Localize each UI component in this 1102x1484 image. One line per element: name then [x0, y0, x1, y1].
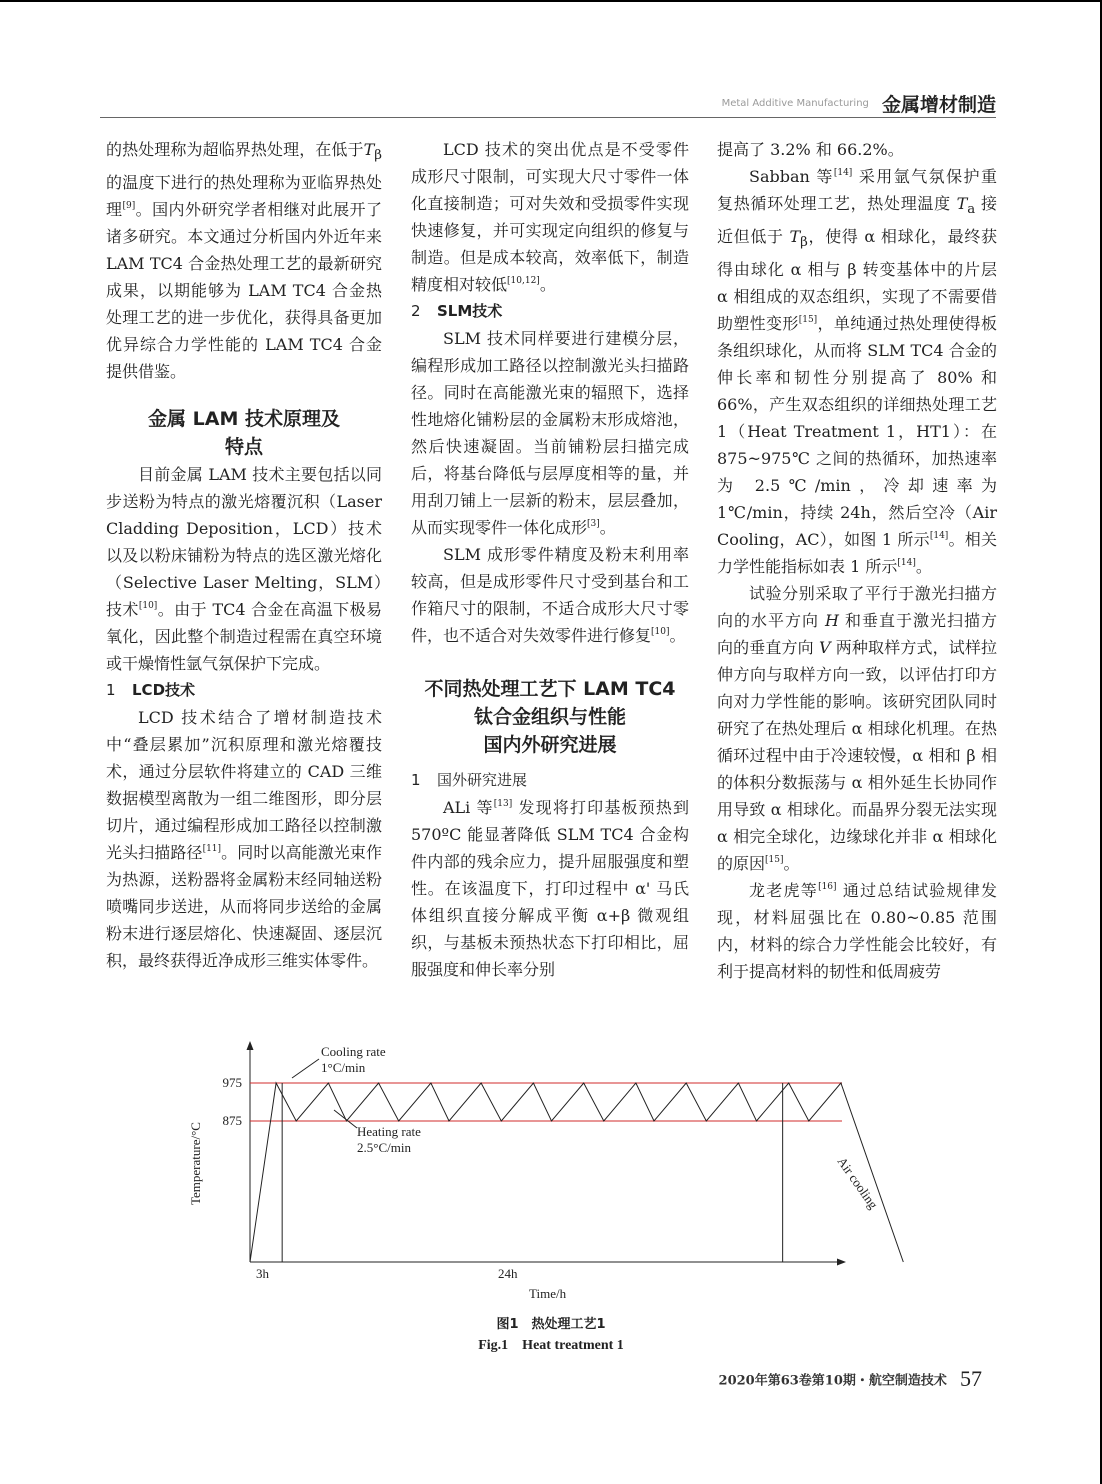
heat-treatment-chart — [180, 1040, 882, 1310]
section-title-lam: 金属 LAM 技术原理及 特点 — [148, 408, 340, 459]
citation: [10] — [138, 601, 158, 612]
citation: [3] — [587, 519, 600, 529]
figure-heat-treatment — [180, 1040, 882, 1310]
xtick-3h: 3h — [256, 1266, 269, 1281]
header-english: Metal Additive Manufacturing — [721, 98, 869, 109]
cooling-rate-label: Cooling rate — [321, 1044, 386, 1059]
col1-paragraph-1: 的热处理称为超临界热处理，在低于$T_\beta$ 的温度下进行的热处理称为亚临界热处理[9]。国内外研究学者相继对此展开了诸多研究。本文通过分析国内外近年来 LAM TC4 合金热处理工艺的最新研究成果，以期能够为 LAM TC4 合金热处理工艺的进一步优化，获得具备更加优异综合力学性能的 LAM TC4 合金提供借鉴。 — [106, 140, 382, 382]
citation: [11] — [202, 844, 222, 855]
y-axis-label: Temperature/°C — [188, 1122, 203, 1205]
col3-paragraph-2: Sabban 等[14] 采用氩气氛保护重复热循环处理工艺，热处理温度 $T_a$ 接近但低于 $T_\beta$，使得 α 相球化，最终获得由球化 α 相与 β 转变基体中的片层 α 相组成的双态组织，实现了不需要借助塑性变形[15]，单纯通过热处理使得板条组织球化，从而将 SLM TC4 合金的伸长率和韧性分别提高了 80% 和 66%，产生双态组织的详细热处理工艺 1（Heat Treatment 1，HT1）：在 875~975℃ 之间的热循环，加热速率为 2.5℃/min，冷却速率为 1℃/min，持续 24h，然后空冷（Air Cooling，AC），如图 1 所示[14]。相关力学性能指标如表 1 所示[14]。 — [717, 167, 997, 577]
cooling-pointer — [292, 1059, 319, 1078]
col2-paragraph-1: LCD 技术的突出优点是不受零件成形尺寸限制，可实现大尺寸零件一体化直接制造；可对失效和受损零件实现快速修复，并可实现定向组织的修复与制造。但是成本较高，效率低下，制造精度相对较低[10,12]。 — [411, 140, 689, 294]
cooling-rate-value: 1°C/min — [321, 1060, 366, 1075]
page-frame-top — [0, 0, 1102, 2]
col3-paragraph-1: 提高了 3.2% 和 66.2%。 — [717, 140, 904, 159]
citation: [15] — [765, 855, 784, 866]
citation: [14] — [897, 558, 916, 569]
page-footer — [719, 1366, 982, 1392]
running-header — [722, 90, 996, 117]
col3-paragraph-4: 龙老虎等[16] 通过总结试验规律发现，材料屈强比在 0.80~0.85 范围内，材料的综合力学性能会比较好，有利于提高材料的韧性和低周疲劳 — [717, 881, 997, 982]
citation: [14] — [929, 531, 949, 542]
column-1 — [106, 136, 382, 974]
citation: [14] — [833, 168, 853, 178]
subsection-heading-foreign: 1 国外研究进展 — [411, 771, 528, 789]
col2-paragraph-2: SLM 技术同样要进行建模分层，编程形成加工路径以控制激光头扫描路径。同时在高能激光束的辐照下，选择性地熔化铺粉层的金属粉末形成熔池，然后快速凝固。当前铺粉层扫描完成后，将基台降低与层厚度相等的量，并用刮刀铺上一层新的粉末，层层叠加，从而实现零件一体化成形[3]。 — [411, 329, 689, 537]
xtick-24h: 24h — [498, 1266, 518, 1281]
citation: [10,12] — [507, 276, 540, 286]
col2-paragraph-4: ALi 等[13] 发现将打印基板预热到 570ºC 能显著降低 SLM TC4 合金构件内部的残余应力，提升屈服强度和塑性。在该温度下，打印过程中 α' 马氏体组织直接分解成平衡 α+β 微观组织，与基板未预热状态下打印相比，屈服强度和伸长率分别 — [411, 798, 689, 979]
citation: [15] — [798, 315, 818, 326]
ytick-875: 875 — [222, 1113, 242, 1128]
x-axis-arrow — [837, 1259, 846, 1266]
ytick-975: 975 — [222, 1075, 242, 1090]
y-axis-arrow — [247, 1041, 254, 1050]
col3-paragraph-3: 试验分别采取了平行于激光扫描方向的水平方向 H 和垂直于激光扫描方向的垂直方向 V 两种取样方式，试样拉伸方向与取样方向一致，以评估打印方向对力学性能的影响。该研究团队同时研究了在热处理后 α 相球化机理。在热循环过程中由于冷速较慢，α 相和 β 相的体积分数振荡与 α 相外延生长协同作用导致 α 相球化。而晶界分裂无法实现 α 相完全球化，边缘球化并非 α 相球化的原因[15]。 — [717, 584, 997, 874]
citation: [16] — [818, 882, 837, 893]
subsection-heading-lcd: 1 LCD技术 — [106, 681, 196, 700]
citation: [13] — [493, 799, 513, 809]
page-number: 57 — [960, 1366, 982, 1391]
section-title-heat-treatment: 不同热处理工艺下 LAM TC4 钛合金组织与性能 国内外研究进展 — [424, 678, 676, 756]
footer-journal-info: 2020年第63卷第10期・航空制造技术 — [718, 1373, 947, 1389]
heating-rate-label: Heating rate — [357, 1124, 421, 1139]
header-rule — [100, 117, 996, 118]
subsection-heading-slm: 2 SLM技术 — [411, 302, 503, 320]
citation: [9] — [122, 201, 136, 212]
temperature-profile-line — [250, 1083, 903, 1262]
column-2 — [411, 136, 689, 983]
column-3 — [717, 136, 997, 985]
col1-paragraph-3: LCD 技术结合了增材制造技术中“叠层累加”沉积原理和激光熔覆技术，通过分层软件将建立的 CAD 三维数据模型离散为一组二维图形，即分层切片，通过编程形成加工路径以控制激光头扫描路径[11]。同时以高能激光束作为热源，送粉器将金属粉末经同轴送粉喷嘴同步送进，从而将同步送给的金属粉末进行逐层熔化、快速凝固、逐层沉积，最终获得近净成形三维实体零件。 — [106, 708, 382, 971]
citation: [10] — [651, 627, 670, 637]
air-cooling-label: Air cooling — [834, 1154, 882, 1212]
figure-caption-chinese: 图1 热处理工艺1 — [496, 1317, 606, 1332]
col2-paragraph-3: SLM 成形零件精度及粉末利用率较高，但是成形零件尺寸受到基台和工作箱尺寸的限制，不适合成形大尺寸零件，也不适合对失效零件进行修复[10]。 — [411, 545, 689, 645]
header-chinese: 金属增材制造 — [881, 94, 996, 116]
heating-rate-value: 2.5°C/min — [357, 1140, 411, 1155]
col1-paragraph-2: 目前金属 LAM 技术主要包括以同步送粉为特点的激光熔覆沉积（Laser Cladding Deposition，LCD）技术以及以粉床铺粉为特点的选区激光熔化（Selective Laser Melting，SLM）技术[10]。由于 TC4 合金在高温下极易氧化，因此整个制造过程需在真空环境或干燥惰性氩气氛保护下完成。 — [106, 465, 382, 674]
x-axis-label: Time/h — [529, 1286, 567, 1301]
figure-caption-english: Fig.1 Heat treatment 1 — [478, 1338, 624, 1353]
